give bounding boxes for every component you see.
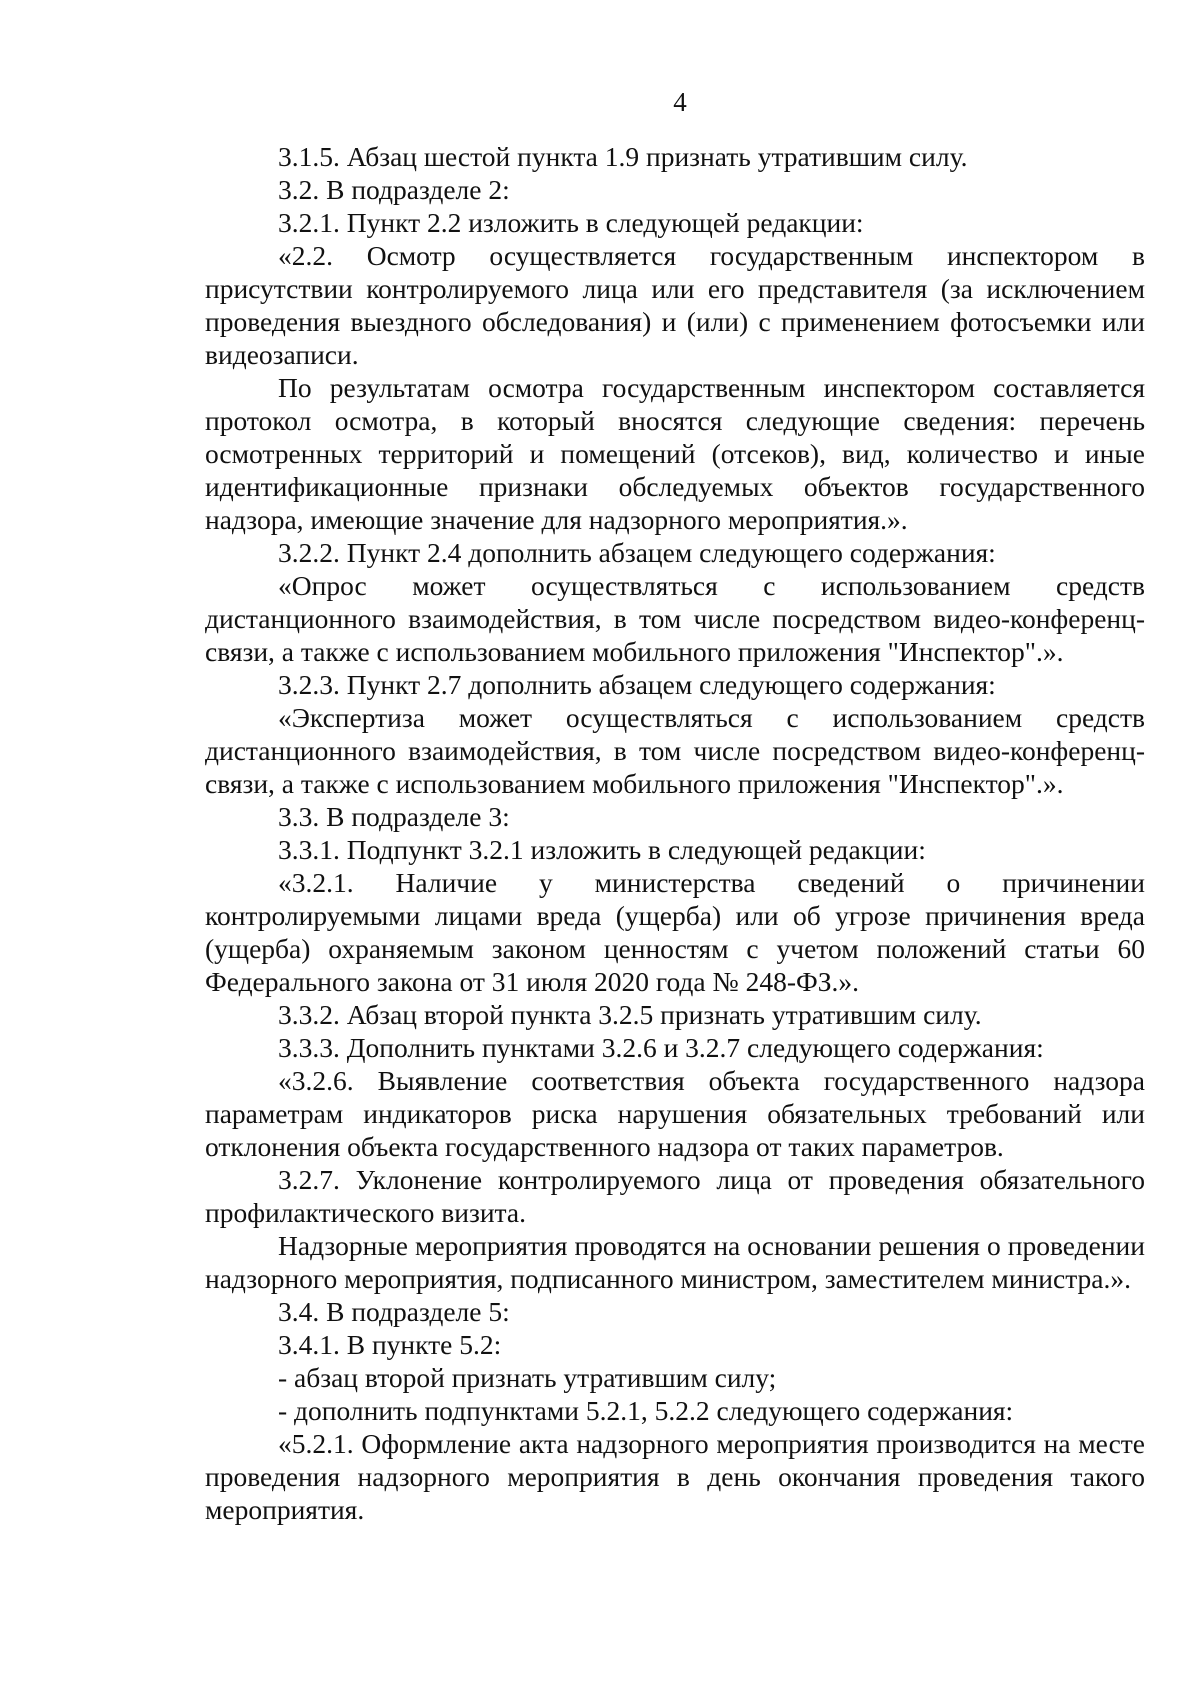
document-body <box>205 140 1145 1526</box>
paragraph: 3.3.2. Абзац второй пункта 3.2.5 признать утратившим силу. <box>278 999 982 1030</box>
paragraph: 3.2.3. Пункт 2.7 дополнить абзацем следующего содержания: <box>278 669 996 700</box>
paragraph: Надзорные мероприятия проводятся на основании решения о проведении надзорного мероприятия, подписанного министром, заместителем министра.». <box>205 1230 1145 1294</box>
paragraph: 3.3.1. Подпункт 3.2.1 изложить в следующей редакции: <box>278 834 926 865</box>
paragraph: 3.2. В подразделе 2: <box>278 174 510 205</box>
paragraph: - дополнить подпунктами 5.2.1, 5.2.2 следующего содержания: <box>278 1395 1014 1426</box>
paragraph: 3.2.1. Пункт 2.2 изложить в следующей редакции: <box>278 207 864 238</box>
paragraph: 3.3. В подразделе 3: <box>278 801 510 832</box>
paragraph: - абзац второй признать утратившим силу; <box>278 1362 777 1393</box>
paragraph: 3.4. В подразделе 5: <box>278 1296 510 1327</box>
paragraph: 3.1.5. Абзац шестой пункта 1.9 признать утратившим силу. <box>278 141 968 172</box>
paragraph: 3.2.2. Пункт 2.4 дополнить абзацем следующего содержания: <box>278 537 996 568</box>
paragraph: 3.4.1. В пункте 5.2: <box>278 1329 502 1360</box>
paragraph: «3.2.1. Наличие у министерства сведений о причинении контролируемыми лицами вреда (ущерба) или об угрозе причинения вреда (ущерба) охраняемым законом ценностям с учетом положений статьи 60 Федерального закона от 31 июля 2020 года № 248-ФЗ.». <box>205 867 1145 997</box>
paragraph: По результатам осмотра государственным инспектором составляется протокол осмотра, в который вносятся следующие сведения: перечень осмотренных территорий и помещений (отсеков), вид, количество и иные идентификационные признаки обследуемых объектов государственного надзора, имеющие значение для надзорного мероприятия.». <box>205 372 1145 535</box>
page-number: 4 <box>673 87 687 117</box>
paragraph: «Опрос может осуществляться с использованием средств дистанционного взаимодействия, в том числе посредством видео-конференц-связи, а также с использованием мобильного приложения "Инспектор".». <box>205 570 1145 667</box>
paragraph: «Экспертиза может осуществляться с использованием средств дистанционного взаимодействия, в том числе посредством видео-конференц-связи, а также с использованием мобильного приложения "Инспектор".». <box>205 702 1145 799</box>
paragraph: «5.2.1. Оформление акта надзорного мероприятия производится на месте проведения надзорного мероприятия в день окончания проведения такого мероприятия. <box>205 1428 1145 1525</box>
paragraph: 3.3.3. Дополнить пунктами 3.2.6 и 3.2.7 следующего содержания: <box>278 1032 1044 1063</box>
paragraph: «3.2.6. Выявление соответствия объекта государственного надзора параметрам индикаторов риска нарушения обязательных требований или отклонения объекта государственного надзора от таких параметров. <box>205 1065 1145 1162</box>
paragraph: 3.2.7. Уклонение контролируемого лица от проведения обязательного профилактического визита. <box>205 1164 1145 1228</box>
paragraph: «2.2. Осмотр осуществляется государственным инспектором в присутствии контролируемого лица или его представителя (за исключением проведения выездного обследования) и (или) с применением фотосъемки или видеозаписи. <box>205 240 1145 370</box>
